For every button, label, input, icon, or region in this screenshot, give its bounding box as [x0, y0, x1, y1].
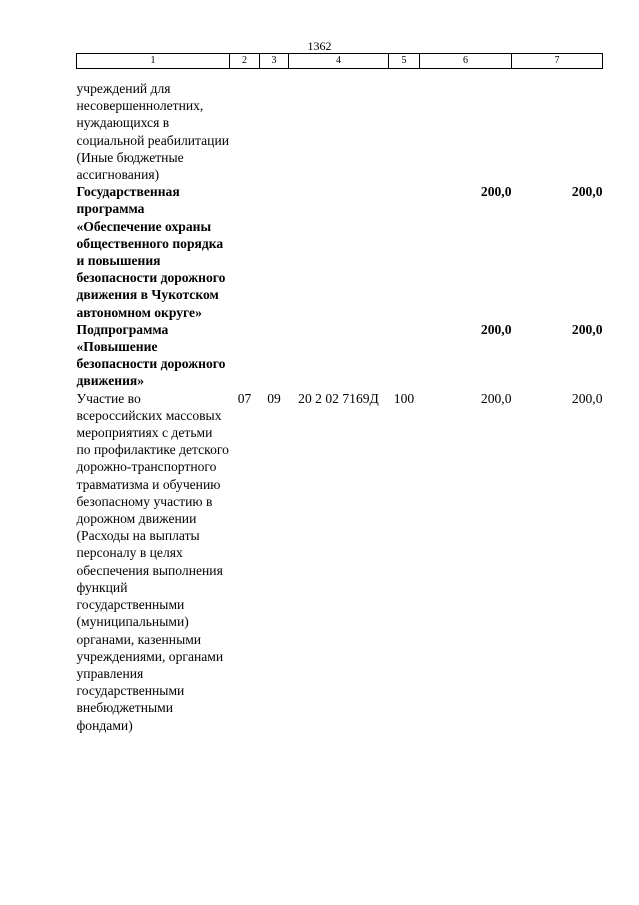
table-row	[77, 321, 603, 390]
column-header-2: 2	[230, 54, 260, 69]
column-header-6: 6	[420, 54, 512, 69]
column-header-5: 5	[389, 54, 420, 69]
row-expense-type	[389, 321, 420, 390]
row-section-code: 07	[237, 390, 252, 406]
row-expense-type	[389, 183, 420, 321]
row-expense-type: 100	[393, 390, 415, 406]
table-row	[77, 69, 603, 184]
row-section-code	[230, 183, 260, 321]
row-section-code	[230, 321, 260, 390]
row-subsection-code	[260, 69, 289, 184]
table-row	[77, 183, 603, 321]
row-amount-col7: 200,0	[571, 321, 603, 337]
row-name: учреждений для несовершеннолетних, нуждающихся в социальной реабилитации (Иные бюджетные ассигнования)	[76, 81, 230, 183]
row-subsection-code	[260, 183, 289, 321]
row-subsection-code	[260, 321, 289, 390]
row-section-code	[230, 69, 260, 184]
row-target-article	[289, 183, 389, 321]
column-number-header	[77, 54, 603, 69]
row-amount-col7: 200,0	[571, 390, 603, 406]
row-amount-col6: 200,0	[480, 390, 512, 406]
row-amount-col6	[420, 69, 512, 184]
row-target-article: 20 2 02 7169Д	[298, 390, 379, 406]
budget-table	[76, 53, 603, 734]
table-row	[77, 390, 603, 734]
row-name: Подпрограмма «Повышение безопасности дорожного движения»	[76, 321, 226, 389]
column-header-4: 4	[289, 54, 389, 69]
column-header-1: 1	[77, 54, 230, 69]
row-amount-col6: 200,0	[480, 184, 512, 200]
row-target-article	[289, 69, 389, 184]
row-amount-col7	[512, 69, 603, 184]
row-subsection-code: 09	[267, 390, 281, 406]
row-name: Государственная программа «Обеспечение охраны общественного порядка и повышения безопасности дорожного движения в Чукотском автономном округе»	[76, 184, 226, 320]
row-amount-col7: 200,0	[571, 184, 603, 200]
row-name: Участие во всероссийских массовых мероприятиях с детьми по профилактике детского дорожно-транспортного травматизма и обучению безопасному участию в дорожном движении (Расходы на выплаты персоналу в целях обеспечения выполнения функций государственными (муниципальными) органами, казенными учреждениями, органами управления государственными внебюджетными фондами)	[76, 390, 229, 733]
row-expense-type	[389, 69, 420, 184]
column-header-7: 7	[512, 54, 603, 69]
row-amount-col6: 200,0	[480, 321, 512, 337]
row-target-article	[289, 321, 389, 390]
column-header-3: 3	[260, 54, 289, 69]
page-number: 1362	[307, 39, 332, 53]
